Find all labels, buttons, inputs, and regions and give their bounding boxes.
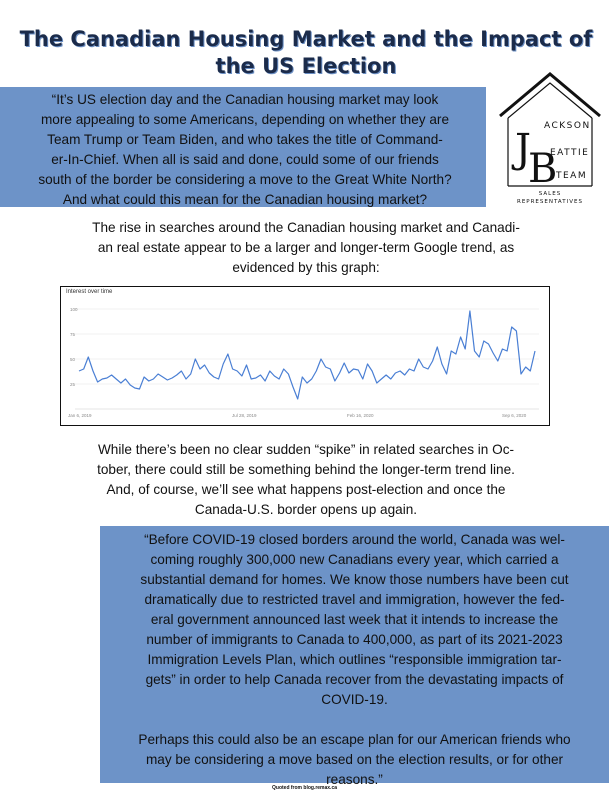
paragraph-line: evidenced by this graph: — [232, 260, 380, 275]
paragraph-graph-intro — [40, 218, 572, 278]
x-tick-label: Sep 6, 2020 — [502, 413, 527, 418]
source-credit: Quoted from blog.remax.ca — [272, 785, 338, 791]
quote-line: south of the border be considering a move to the Great White North? — [38, 172, 452, 187]
quote-line: Team Trump or Team Biden, and who takes the title of Command- — [47, 132, 443, 147]
logo-letter-b: B — [528, 146, 558, 192]
quote-line: “It’s US election day and the Canadian housing market may look — [51, 92, 439, 107]
google-trends-chart — [60, 286, 550, 426]
intro-quote-box — [0, 87, 486, 207]
logo-word-ackson: ACKSON — [544, 121, 591, 131]
x-tick-label: Jul 28, 2019 — [232, 413, 257, 418]
quote-line: dramatically due to restricted travel and immigration, however the fed- — [144, 592, 565, 607]
quote-line: substantial demand for homes. We know those numbers have been cut — [140, 572, 569, 587]
paragraph-line: tober, there could still be something behind the longer-term trend line. — [97, 462, 515, 477]
y-tick-label: 25 — [70, 382, 76, 387]
quote-line: more appealing to some Americans, depending on whether they are — [40, 112, 450, 127]
paragraph-line: While there’s been no clear sudden “spike” in related searches in Oc- — [97, 442, 515, 457]
x-tick-label: Jan 6, 2019 — [68, 413, 92, 418]
logo-word-eattie: EATTIE — [550, 148, 590, 158]
logo-letter-j: J — [515, 126, 532, 172]
quote-line: eral government announced last week that it intends to increase the — [150, 612, 559, 627]
quote-line: And what could this mean for the Canadian housing market? — [62, 192, 428, 207]
logo-sub-representatives: REPRESENTATIVES — [517, 199, 583, 205]
quote-line: “Before COVID-19 closed borders around the world, Canada was wel- — [144, 532, 565, 547]
page-title-line: the US Election — [215, 54, 397, 78]
quote-line: COVID-19. — [321, 692, 388, 707]
chart-title: Interest over time — [66, 289, 113, 295]
paragraph-line: The rise in searches around the Canadian housing market and Canadi- — [92, 220, 520, 235]
quote-line: Perhaps this could also be an escape plan for our American friends who — [138, 732, 571, 747]
paragraph-trend-commentary — [40, 440, 572, 520]
quote-line: er-In-Chief. When all is said and done, could some of our friends — [51, 152, 439, 167]
y-tick-label: 100 — [70, 307, 78, 312]
trend-chart-svg — [61, 287, 549, 425]
paragraph-line: And, of course, we’ll see what happens post-election and once the — [106, 482, 506, 497]
immigration-quote-box — [100, 526, 609, 787]
quote-line: gets” in order to help Canada recover from the devastating impacts of — [145, 672, 564, 687]
quote-line: coming roughly 300,000 new Canadians every year, which carried a — [150, 552, 559, 567]
jackson-beattie-team-logo — [496, 70, 604, 210]
y-tick-label: 75 — [70, 332, 76, 337]
quote-line: reasons.” — [326, 772, 383, 787]
paragraph-line: Canada-U.S. border opens up again. — [194, 502, 418, 517]
quote-line: may be considering a move based on the election results, or for other — [145, 752, 564, 767]
trend-series-line — [79, 311, 535, 399]
y-tick-label: 50 — [70, 357, 76, 362]
quote-line: number of immigrants to Canada to 400,000, as part of its 2021-2023 — [146, 632, 563, 647]
logo-word-team: TEAM — [556, 171, 588, 181]
quote-line: Immigration Levels Plan, which outlines “responsible immigration tar- — [147, 652, 562, 667]
x-tick-label: Feb 16, 2020 — [347, 413, 374, 418]
page-title-line: The Canadian Housing Market and the Impact of — [19, 27, 593, 51]
logo-sub-sales: SALES — [538, 191, 562, 197]
paragraph-line: an real estate appear to be a larger and longer-term Google trend, as — [97, 240, 515, 255]
